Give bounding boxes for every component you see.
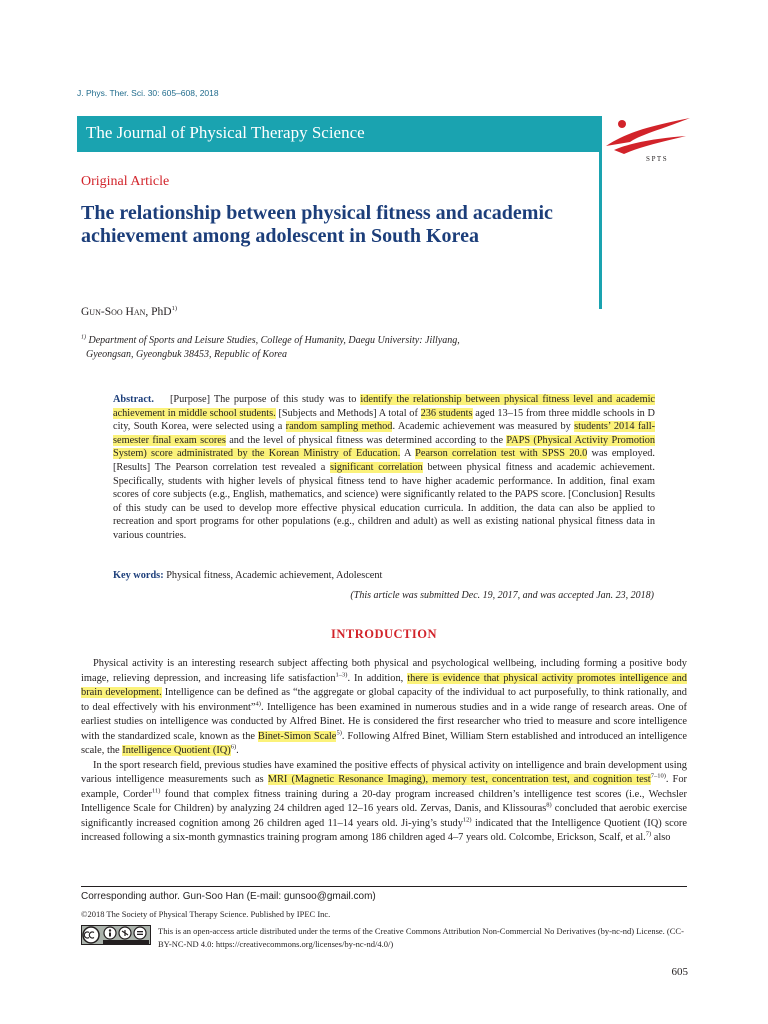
page-number: 605	[671, 966, 688, 978]
abstract-highlight: 236 students	[420, 407, 473, 419]
intro-highlight: Binet-Simon Scale	[257, 730, 337, 742]
intro-highlight: MRI (Magnetic Resonance Imaging), memory test, concentration test, and cognition test	[267, 774, 651, 785]
abstract-highlight: Pearson correlation test with SPSS 20.0	[415, 448, 588, 460]
logo-text: S P T S	[646, 155, 667, 163]
intro-text: indicated that the Intelligence Quotient (IQ) score increased following a six-month gymnastics training program among 186 children aged 4–7 years old. Colcombe, Erickson, Scalf, et al.	[81, 817, 687, 843]
abstract-label: Abstract.	[113, 394, 154, 405]
corresponding-author: Corresponding author. Gun-Soo Han (E-mail: gunsoo@gmail.com)	[81, 891, 376, 902]
article-title: The relationship between physical fitness and academic achievement among adolescent in South Korea	[81, 202, 553, 247]
citation-ref: 8)	[546, 801, 552, 809]
author-line	[81, 306, 177, 318]
intro-highlight: there is evidence that physical activity promotes intelligence and brain development.	[81, 672, 687, 698]
keywords	[113, 570, 382, 581]
author-sup: 1)	[171, 305, 178, 313]
abstract-text: between physical fitness and academic achievement. Specifically, students with higher levels of physical fitness tend to have higher academic performance. In addition, final exam scores of core subjects (e.g., English, mathematics, and science) were significantly related to the PAPS score. [Conclusion] Results of this study can be used to develop more effective physical education curricula. In addition, the data can also be applied to recreation and sport programs for other populations (e.g., children and adult) as well as existing national physical fitness data in various countries.	[113, 461, 655, 541]
copyright-notice: ©2018 The Society of Physical Therapy Science. Published by IPEC Inc.	[81, 909, 331, 919]
citation-ref: 1–3)	[335, 671, 348, 679]
intro-text: Intelligence can be defined as “the aggregate or global capacity of the individual to act purposefully, to think rationally, and to deal effectively with his environment”	[81, 687, 687, 713]
citation-ref: 7–10)	[650, 772, 666, 780]
intro-text: . Following Alfred Binet, William Stern established and introduced an intelligence scale, the	[81, 730, 688, 756]
journal-citation: J. Phys. Ther. Sci. 30: 605–608, 2018	[77, 88, 219, 98]
author-suffix: , PhD	[145, 306, 172, 318]
abstract-text: . Academic achievement was measured by	[392, 421, 575, 433]
abstract-highlight: PAPS (Physical Activity Promotion System) score administrated by the Korean Ministry of Education.	[113, 434, 656, 460]
abstract-text: and the level of physical fitness was determined according to the	[225, 434, 507, 446]
abstract-highlight: identify the relationship between physical fitness level and academic achievement in middle school students.	[113, 394, 656, 419]
intro-highlight: Intelligence Quotient (IQ)	[122, 745, 231, 756]
abstract-text: [Subjects and Methods] A total of	[275, 407, 421, 419]
author-first: Gun-Soo	[81, 306, 123, 318]
introduction-body	[81, 657, 687, 846]
keywords-list: Physical fitness, Academic achievement, Adolescent	[166, 570, 383, 581]
affiliation	[81, 334, 551, 362]
footnote-rule	[81, 886, 687, 887]
abstract-highlight: significant correlation	[330, 461, 423, 473]
affiliation-line2: Gyeongsan, Gyeongbuk 38453, Republic of Korea	[86, 349, 287, 360]
spts-logo	[602, 112, 692, 164]
abstract-text: aged 13–15 from three middle schools in D city, South Korea, were selected using a	[113, 407, 655, 433]
abstract-text: [Purpose] The purpose of this study was to	[169, 394, 361, 405]
submission-dates: (This article was submitted Dec. 19, 2017, and was accepted Jan. 23, 2018)	[350, 590, 654, 601]
citation-ref: 7)	[645, 830, 652, 838]
introduction-heading: INTRODUCTION	[330, 627, 437, 641]
abstract-highlight: students’ 2014 fall-semester final exam scores	[113, 421, 655, 446]
affiliation-line1: Department of Sports and Leisure Studies, College of Humanity, Daegu University: Jillyang,	[88, 335, 460, 346]
intro-text: concluded that aerobic exercise significantly increased cognition among 26 children aged 11–14 years old. Ji-ying’s study	[81, 803, 687, 829]
intro-text: .	[236, 745, 239, 756]
journal-banner	[77, 116, 599, 152]
citation-ref: 6)	[230, 743, 237, 751]
intro-text: . In addition,	[347, 672, 408, 684]
intro-text: also	[651, 832, 671, 843]
abstract-highlight: random sampling method	[285, 421, 393, 433]
abstract-text: was employed. [Results] The Pearson correlation test revealed a	[113, 448, 655, 473]
abstract	[113, 393, 655, 543]
affiliation-sup: 1)	[81, 334, 86, 341]
journal-name: The Journal of Physical Therapy Science	[86, 123, 365, 142]
citation-ref: 11)	[152, 787, 161, 795]
intro-text: found that complex fitness training during a 20-day program increased children’s intelligence test scores (i.e., Wechsler Intelligence Scale for Children) by analyzing 24 children aged 12–16 years old. Zervas, Danis, and Klissouras	[81, 788, 688, 814]
intro-paragraph-1	[81, 657, 687, 759]
abstract-text: A	[400, 448, 416, 460]
intro-text: In the sport research field, previous studies have examined the positive effects of physical activity on intelligence and brain development using various intelligence measurements such as	[81, 759, 687, 785]
author-last: Han	[125, 306, 146, 318]
intro-paragraph-2	[81, 759, 687, 846]
intro-text: Physical activity is an interesting research subject affecting both physical and psychological wellbeing, including forming a positive body image, relieving depression, and increasing life satisfaction	[81, 658, 687, 684]
keywords-label: Key words:	[113, 570, 164, 581]
article-type: Original Article	[81, 174, 170, 189]
citation-ref: 5)	[336, 729, 342, 737]
citation-ref: 4)	[255, 700, 261, 708]
license-text: This is an open-access article distributed under the terms of the Creative Commons Attribution Non-Commercial No Derivatives (by-nc-nd) License. (CC-BY-NC-ND 4.0: https://creativecommons.org/licenses/by-nc-nd/4.0/)	[158, 926, 684, 949]
intro-text: . Intelligence has been examined in numerous studies and in a wide range of research areas. One of earliest studies on intelligence was conducted by Alfred Binet. He is considered the first researcher who tried to measure and score intelligence with the standardized scale, known as the	[81, 701, 687, 742]
citation-ref: 12)	[462, 816, 472, 824]
cc-license-badge-icon	[81, 925, 151, 945]
intro-text: . For example, Corder	[81, 774, 687, 800]
